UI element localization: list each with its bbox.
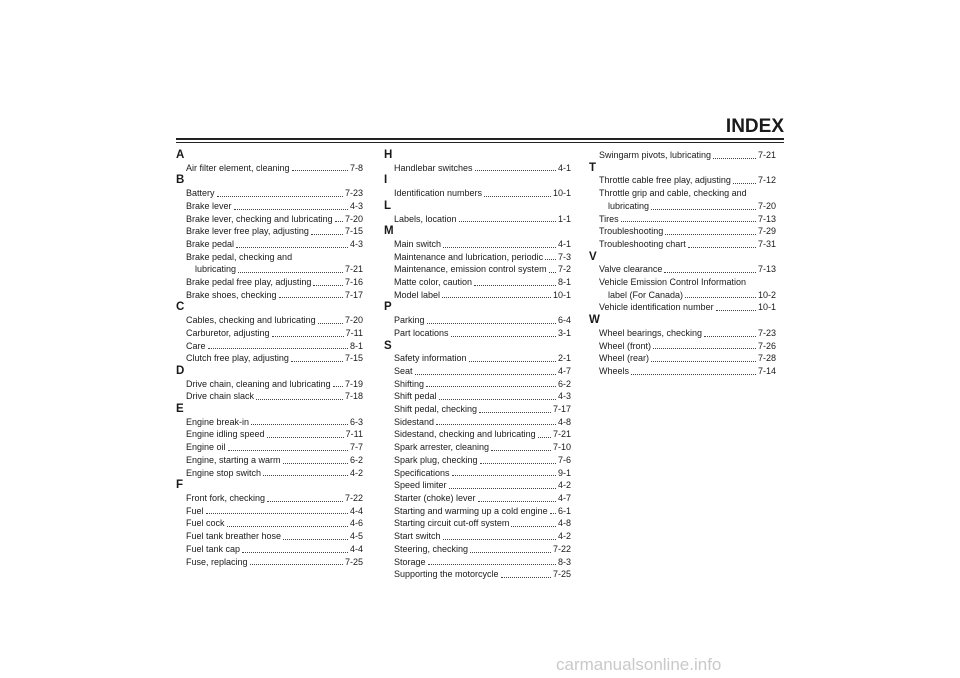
index-entry-page: 7-17 bbox=[344, 289, 363, 300]
index-entry-page: 6-2 bbox=[349, 454, 363, 465]
dot-leader bbox=[621, 221, 756, 222]
index-entry bbox=[589, 200, 776, 213]
index-entry-page: 7-15 bbox=[344, 353, 363, 364]
index-entry-term: Cables, checking and lubricating bbox=[186, 315, 316, 326]
dot-leader bbox=[478, 501, 556, 502]
index-entry bbox=[176, 263, 363, 276]
index-entry-term: Engine idling speed bbox=[186, 429, 265, 440]
index-letter-heading: V bbox=[589, 250, 597, 263]
dot-leader bbox=[443, 539, 556, 540]
index-entry bbox=[589, 340, 776, 353]
dot-leader bbox=[228, 450, 348, 451]
index-entry bbox=[384, 441, 571, 454]
index-entry-page: 7-14 bbox=[757, 365, 776, 376]
index-entry bbox=[176, 530, 363, 543]
index-entry-term: Fuel tank cap bbox=[186, 543, 241, 554]
dot-leader bbox=[651, 361, 756, 362]
dot-leader bbox=[313, 285, 343, 286]
index-entry-term: Swingarm pivots, lubricating bbox=[599, 150, 712, 160]
dot-leader bbox=[733, 183, 756, 184]
index-entry-term: Wheel (rear) bbox=[599, 353, 650, 364]
index-entry bbox=[384, 251, 571, 264]
index-entry-page: 7-3 bbox=[557, 251, 571, 262]
dot-leader bbox=[242, 552, 348, 553]
dot-leader bbox=[236, 247, 348, 248]
index-entry bbox=[176, 213, 363, 226]
index-entry bbox=[384, 530, 571, 543]
index-entry-term: lubricating bbox=[608, 200, 650, 211]
index-entry-term: Starter (choke) lever bbox=[394, 492, 476, 503]
dot-leader bbox=[631, 374, 756, 375]
index-entry bbox=[176, 492, 363, 505]
index-entry-page: 10-1 bbox=[552, 289, 571, 300]
index-entry-page: 4-3 bbox=[557, 391, 571, 402]
index-column-3 bbox=[589, 149, 776, 378]
index-letter-heading: I bbox=[384, 174, 388, 187]
index-entry bbox=[589, 327, 776, 340]
index-entry-term: Spark plug, checking bbox=[394, 454, 478, 465]
index-entry bbox=[176, 556, 363, 569]
index-entry-term: Brake shoes, checking bbox=[186, 289, 277, 300]
index-entry-term: Battery bbox=[186, 188, 215, 199]
index-letter-heading: A bbox=[176, 149, 185, 161]
index-entry-page: 7-20 bbox=[344, 213, 363, 224]
index-letter-heading: H bbox=[384, 149, 393, 161]
index-entry-term: Wheel bearings, checking bbox=[599, 327, 703, 338]
index-entry bbox=[384, 403, 571, 416]
index-entry bbox=[384, 352, 571, 365]
dot-leader bbox=[452, 475, 556, 476]
dot-leader bbox=[208, 348, 348, 349]
index-entry-page: 4-1 bbox=[557, 162, 571, 173]
index-entry-term: Fuel cock bbox=[186, 518, 225, 529]
index-entry-page: 7-23 bbox=[344, 188, 363, 199]
dot-leader bbox=[459, 221, 556, 222]
index-entry bbox=[176, 467, 363, 480]
dot-leader bbox=[267, 437, 344, 438]
index-entry-page: 4-2 bbox=[557, 480, 571, 491]
index-letter-heading: C bbox=[176, 301, 185, 314]
dot-leader bbox=[439, 399, 556, 400]
index-entry bbox=[176, 200, 363, 213]
index-entry-term: Care bbox=[186, 340, 206, 351]
index-entry-term: Spark arrester, cleaning bbox=[394, 442, 490, 453]
index-letter-heading: S bbox=[384, 339, 392, 352]
dot-leader bbox=[716, 310, 756, 311]
index-entry-term: Engine break-in bbox=[186, 416, 250, 427]
dot-leader bbox=[335, 221, 343, 222]
index-entry-page: 7-13 bbox=[757, 213, 776, 224]
index-entry bbox=[384, 505, 571, 518]
dot-leader bbox=[428, 564, 556, 565]
index-entry-page: 6-3 bbox=[349, 416, 363, 427]
index-entry-page: 7-2 bbox=[557, 264, 571, 275]
index-entry-page: 7-13 bbox=[757, 264, 776, 275]
index-entry bbox=[589, 225, 776, 238]
index-entry bbox=[589, 365, 776, 378]
index-entry-term: Model label bbox=[394, 289, 441, 300]
index-entry bbox=[384, 263, 571, 276]
index-entry-term: Throttle cable free play, adjusting bbox=[599, 175, 731, 186]
index-letter-heading: W bbox=[589, 314, 600, 327]
index-entry-term: Steering, checking bbox=[394, 543, 469, 554]
index-letter-heading: E bbox=[176, 403, 184, 416]
index-entry-page: 7-11 bbox=[345, 327, 363, 338]
index-entry bbox=[589, 213, 776, 226]
dot-leader bbox=[426, 386, 556, 387]
index-entry-term: Start switch bbox=[394, 531, 441, 542]
dot-leader bbox=[227, 526, 348, 527]
index-entry bbox=[384, 543, 571, 556]
index-entry-page: 4-3 bbox=[349, 200, 363, 211]
watermark: carmanualsonline.info bbox=[556, 655, 722, 674]
dot-leader bbox=[451, 336, 556, 337]
index-entry bbox=[384, 479, 571, 492]
index-entry-page: 7-22 bbox=[344, 492, 363, 503]
index-entry-page: 6-2 bbox=[557, 378, 571, 389]
dot-leader bbox=[234, 209, 348, 210]
index-entry-page: 7-8 bbox=[349, 162, 363, 173]
dot-leader bbox=[688, 247, 756, 248]
dot-leader bbox=[469, 361, 556, 362]
index-entry-page: 4-1 bbox=[557, 238, 571, 249]
index-entry-term: Carburetor, adjusting bbox=[186, 327, 270, 338]
dot-leader bbox=[267, 501, 343, 502]
index-entry-page: 7-15 bbox=[344, 226, 363, 237]
index-entry-term: Fuel bbox=[186, 505, 204, 516]
dot-leader bbox=[436, 424, 556, 425]
dot-leader bbox=[501, 577, 551, 578]
index-entry bbox=[176, 340, 363, 353]
index-entry-page: 10-1 bbox=[757, 302, 776, 313]
index-entry-page: 7-25 bbox=[552, 569, 571, 580]
dot-leader bbox=[538, 437, 551, 438]
dot-leader bbox=[653, 348, 756, 349]
index-entry bbox=[176, 238, 363, 251]
index-entry bbox=[384, 378, 571, 391]
index-entry bbox=[384, 327, 571, 340]
dot-leader bbox=[664, 272, 756, 273]
index-entry-page: 9-1 bbox=[557, 467, 571, 478]
dot-leader bbox=[442, 297, 551, 298]
index-entry bbox=[589, 149, 776, 162]
index-entry-term: Engine stop switch bbox=[186, 467, 262, 478]
index-entry bbox=[176, 327, 363, 340]
index-letter-heading: D bbox=[176, 364, 185, 377]
index-entry-term: Drive chain, cleaning and lubricating bbox=[186, 378, 331, 389]
index-entry-page: 6-4 bbox=[557, 315, 571, 326]
index-entry-page: 7-31 bbox=[757, 238, 776, 249]
index-entry bbox=[589, 174, 776, 187]
index-entry-term: Maintenance and lubrication, periodic bbox=[394, 251, 544, 262]
dot-leader bbox=[449, 488, 556, 489]
index-entry-term: Vehicle identification number bbox=[599, 302, 714, 313]
header-rule-thin bbox=[176, 142, 784, 143]
index-entry-page: 8-3 bbox=[557, 556, 571, 567]
dot-leader bbox=[475, 170, 556, 171]
index-entry bbox=[384, 454, 571, 467]
index-entry bbox=[176, 378, 363, 391]
dot-leader bbox=[427, 323, 556, 324]
index-entry-page: 4-6 bbox=[349, 518, 363, 529]
dot-leader bbox=[704, 336, 756, 337]
index-entry-page: 8-1 bbox=[349, 340, 363, 351]
index-entry-term: Speed limiter bbox=[394, 480, 447, 491]
dot-leader bbox=[651, 209, 756, 210]
index-entry bbox=[176, 517, 363, 530]
index-entry-page: 7-6 bbox=[557, 454, 571, 465]
index-entry-term: Brake lever free play, adjusting bbox=[186, 226, 309, 237]
index-entry bbox=[589, 289, 776, 302]
index-entry-term: lubricating bbox=[195, 264, 237, 275]
index-entry bbox=[384, 492, 571, 505]
index-entry-page: 10-2 bbox=[757, 289, 776, 300]
index-entry bbox=[384, 276, 571, 289]
index-entry-term: Shift pedal, checking bbox=[394, 404, 478, 415]
index-entry bbox=[589, 238, 776, 251]
index-entry-page: 4-5 bbox=[349, 531, 363, 542]
dot-leader bbox=[272, 336, 344, 337]
index-entry bbox=[176, 289, 363, 302]
index-entry-page: 7-21 bbox=[757, 150, 776, 160]
index-entry bbox=[589, 352, 776, 365]
index-letter-heading: B bbox=[176, 174, 185, 187]
dot-leader bbox=[550, 513, 556, 514]
index-entry-page: 7-20 bbox=[344, 315, 363, 326]
dot-leader bbox=[251, 424, 348, 425]
index-entry bbox=[589, 263, 776, 276]
dot-leader bbox=[238, 272, 343, 273]
dot-leader bbox=[474, 285, 556, 286]
index-entry-page: 10-1 bbox=[552, 188, 571, 199]
index-entry-page: 7-22 bbox=[552, 543, 571, 554]
index-entry-term: Identification numbers bbox=[394, 188, 483, 199]
index-entry bbox=[176, 428, 363, 441]
index-entry-page: 4-3 bbox=[349, 238, 363, 249]
index-entry bbox=[384, 213, 571, 226]
index-entry bbox=[384, 187, 571, 200]
index-entry-term: Front fork, checking bbox=[186, 492, 266, 503]
dot-leader bbox=[206, 513, 348, 514]
index-entry-page: 4-7 bbox=[557, 365, 571, 376]
index-entry-page: 7-21 bbox=[552, 429, 571, 440]
index-entry bbox=[384, 428, 571, 441]
index-letter-heading: L bbox=[384, 199, 392, 212]
index-entry bbox=[176, 162, 363, 175]
index-entry-page: 4-4 bbox=[349, 543, 363, 554]
index-entry bbox=[384, 556, 571, 569]
index-entry bbox=[176, 416, 363, 429]
index-entry-page: 7-26 bbox=[757, 340, 776, 351]
index-entry-term: Troubleshooting bbox=[599, 226, 664, 237]
index-column-2 bbox=[384, 149, 571, 581]
dot-leader bbox=[415, 374, 556, 375]
index-entry-term: Sidestand bbox=[394, 416, 435, 427]
index-entry bbox=[176, 441, 363, 454]
index-entry-term: Tires bbox=[599, 213, 619, 224]
index-entry-term: Matte color, caution bbox=[394, 277, 473, 288]
index-entry-term: Supporting the motorcycle bbox=[394, 569, 499, 580]
index-entry-term: Safety information bbox=[394, 353, 467, 364]
index-entry-page: 7-25 bbox=[344, 556, 363, 567]
index-entry-page: 7-7 bbox=[349, 442, 363, 453]
dot-leader bbox=[484, 196, 551, 197]
index-entry-page: 7-18 bbox=[344, 391, 363, 402]
index-entry-page: 8-1 bbox=[557, 277, 571, 288]
index-entry-term: Shifting bbox=[394, 378, 425, 389]
index-entry bbox=[176, 543, 363, 556]
index-entry-page: 4-2 bbox=[557, 531, 571, 542]
index-entry bbox=[384, 390, 571, 403]
index-entry-term: Air filter element, cleaning bbox=[186, 162, 290, 173]
dot-leader bbox=[250, 564, 343, 565]
dot-leader bbox=[333, 386, 343, 387]
index-entry-page: 7-16 bbox=[344, 277, 363, 288]
dot-leader bbox=[279, 297, 343, 298]
index-entry-term: Brake lever, checking and lubricating bbox=[186, 213, 333, 224]
index-entry-page: 3-1 bbox=[557, 327, 571, 338]
index-entry-term: Drive chain slack bbox=[186, 391, 255, 402]
index-column-1 bbox=[176, 149, 363, 568]
index-entry-term: Maintenance, emission control system bbox=[394, 264, 547, 275]
dot-leader bbox=[470, 552, 551, 553]
index-entry-term: Labels, location bbox=[394, 213, 457, 224]
index-entry bbox=[384, 467, 571, 480]
index-entry-term: Wheel (front) bbox=[599, 340, 652, 351]
dot-leader bbox=[549, 272, 556, 273]
header-rule-thick bbox=[176, 138, 784, 140]
index-entry bbox=[176, 505, 363, 518]
page-title: INDEX bbox=[725, 116, 784, 137]
dot-leader bbox=[545, 259, 556, 260]
index-entry-term: Brake pedal free play, adjusting bbox=[186, 277, 312, 288]
index-letter-heading: T bbox=[589, 161, 597, 174]
dot-leader bbox=[443, 247, 556, 248]
index-entry-page: 7-12 bbox=[757, 175, 776, 186]
index-letter-heading: P bbox=[384, 301, 392, 314]
index-entry bbox=[176, 454, 363, 467]
dot-leader bbox=[665, 234, 756, 235]
index-entry-term: Part locations bbox=[394, 327, 449, 338]
index-entry-term: Engine, starting a warm bbox=[186, 454, 281, 465]
index-entry bbox=[176, 352, 363, 365]
index-entry-page: 7-28 bbox=[757, 353, 776, 364]
index-entry-page: 1-1 bbox=[557, 213, 571, 224]
index-entry-term: Fuse, replacing bbox=[186, 556, 248, 567]
index-entry-term: Vehicle Emission Control Information bbox=[599, 277, 747, 288]
index-entry-term: Troubleshooting chart bbox=[599, 238, 686, 249]
index-entry-page: 7-21 bbox=[344, 264, 363, 275]
dot-leader bbox=[685, 297, 756, 298]
index-entry-term: Wheels bbox=[599, 365, 630, 376]
index-entry-term: Brake pedal, checking and bbox=[186, 251, 293, 262]
index-entry-page: 4-8 bbox=[557, 416, 571, 427]
index-entry-page: 7-19 bbox=[344, 378, 363, 389]
index-entry-page: 4-4 bbox=[349, 505, 363, 516]
index-entry bbox=[176, 314, 363, 327]
index-entry bbox=[384, 568, 571, 581]
index-entry-term: Valve clearance bbox=[599, 264, 663, 275]
index-letter-heading: F bbox=[176, 479, 184, 492]
dot-leader bbox=[292, 170, 348, 171]
index-entry-term: Brake lever bbox=[186, 200, 232, 211]
index-entry-term: Seat bbox=[394, 365, 413, 376]
index-entry-page: 7-17 bbox=[552, 404, 571, 415]
index-entry-term: Brake pedal bbox=[186, 238, 235, 249]
index-entry bbox=[384, 289, 571, 302]
dot-leader bbox=[291, 361, 343, 362]
index-entry-page: 7-10 bbox=[552, 442, 571, 453]
index-entry-term: Storage bbox=[394, 556, 426, 567]
dot-leader bbox=[713, 158, 756, 159]
index-entry-page: 4-2 bbox=[349, 467, 363, 478]
index-letter-heading: M bbox=[384, 225, 394, 238]
index-entry bbox=[384, 517, 571, 530]
dot-leader bbox=[511, 526, 556, 527]
index-entry-term: Throttle grip and cable, checking and bbox=[599, 188, 747, 199]
index-entry-term: Sidestand, checking and lubricating bbox=[394, 429, 536, 440]
index-entry-page: 6-1 bbox=[557, 505, 571, 516]
index-entry bbox=[384, 238, 571, 251]
dot-leader bbox=[283, 463, 348, 464]
index-entry-page: 4-7 bbox=[557, 492, 571, 503]
index-entry-page: 7-20 bbox=[757, 200, 776, 211]
index-entry-page: 7-29 bbox=[757, 226, 776, 237]
dot-leader bbox=[283, 539, 348, 540]
index-entry bbox=[384, 162, 571, 175]
index-entry-page: 4-8 bbox=[557, 518, 571, 529]
index-entry-page: 7-11 bbox=[345, 429, 363, 440]
index-entry-term: Shift pedal bbox=[394, 391, 437, 402]
index-entry-term: Handlebar switches bbox=[394, 162, 473, 173]
index-entry-term: label (For Canada) bbox=[608, 289, 684, 300]
dot-leader bbox=[491, 450, 551, 451]
index-entry-page: 2-1 bbox=[557, 353, 571, 364]
index-entry-term: Starting and warming up a cold engine bbox=[394, 505, 548, 516]
dot-leader bbox=[263, 475, 348, 476]
dot-leader bbox=[217, 196, 343, 197]
index-entry bbox=[176, 276, 363, 289]
dot-leader bbox=[318, 323, 343, 324]
index-entry bbox=[176, 187, 363, 200]
index-entry-term: Engine oil bbox=[186, 442, 226, 453]
dot-leader bbox=[256, 399, 343, 400]
index-entry bbox=[384, 365, 571, 378]
dot-leader bbox=[480, 463, 556, 464]
index-entry-term: Starting circuit cut-off system bbox=[394, 518, 510, 529]
dot-leader bbox=[311, 234, 343, 235]
index-entry bbox=[384, 314, 571, 327]
index-entry bbox=[384, 416, 571, 429]
index-entry bbox=[589, 301, 776, 314]
dot-leader bbox=[479, 412, 551, 413]
index-entry-term: Specifications bbox=[394, 467, 450, 478]
index-entry-term: Main switch bbox=[394, 238, 442, 249]
index-entry-term: Clutch free play, adjusting bbox=[186, 353, 289, 364]
index-entry-term: Parking bbox=[394, 315, 425, 326]
index-entry bbox=[176, 390, 363, 403]
index-entry-term: Fuel tank breather hose bbox=[186, 531, 282, 542]
index-entry bbox=[176, 225, 363, 238]
index-entry-page: 7-23 bbox=[757, 327, 776, 338]
